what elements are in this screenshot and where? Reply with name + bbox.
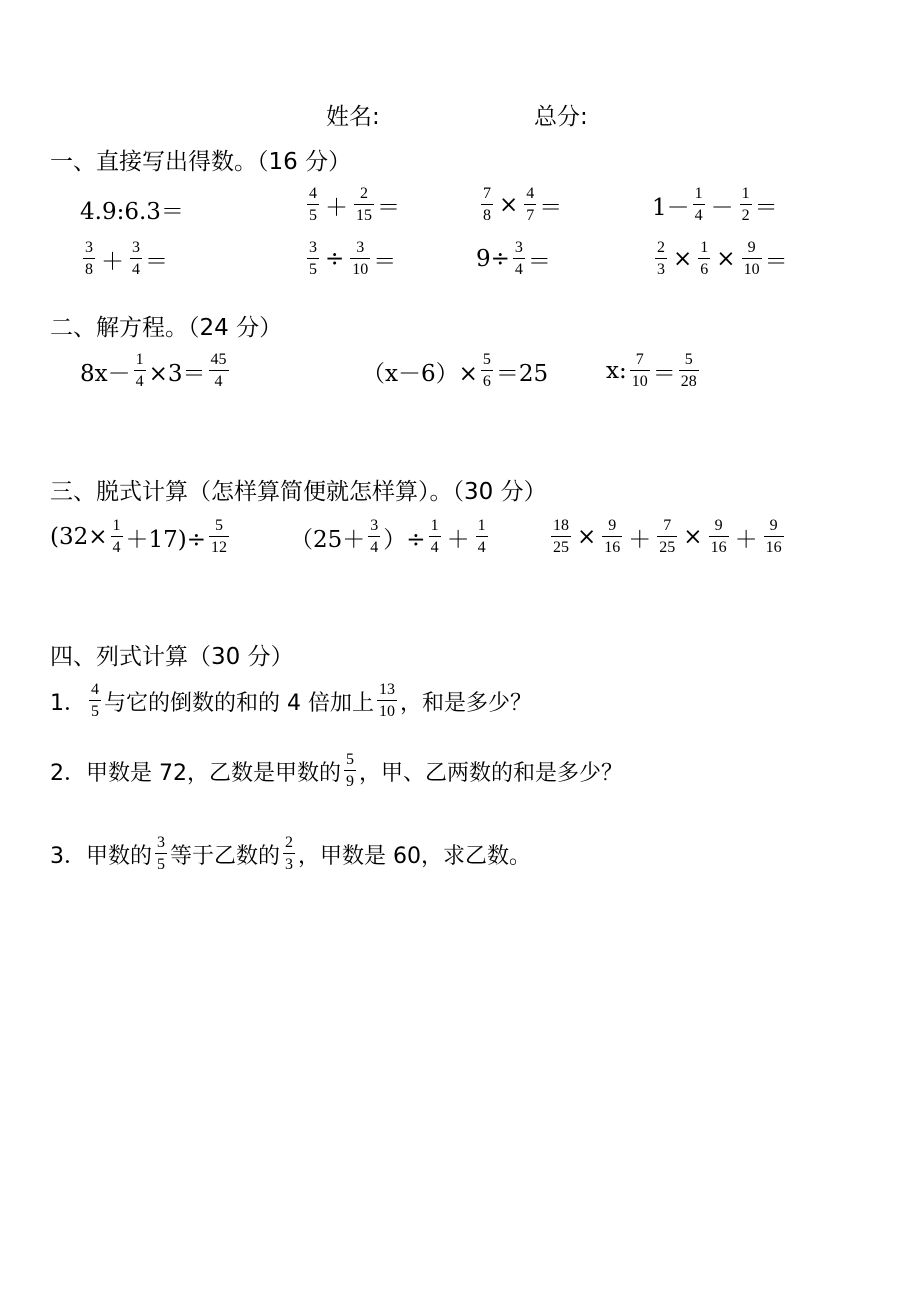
numerator: 3: [157, 834, 166, 851]
denominator: 8: [85, 261, 93, 278]
numerator: 4: [91, 681, 99, 698]
fraction: [476, 518, 488, 556]
question-text: ，甲数是 60，求乙数。: [298, 843, 532, 869]
equals: ＝: [373, 248, 397, 275]
denominator: 25: [659, 539, 676, 556]
denominator: 4: [477, 539, 486, 556]
numerator: 1: [430, 517, 439, 534]
expr-suffix: ＝25: [495, 360, 549, 387]
fraction: [524, 186, 536, 224]
equals: ＝: [754, 194, 778, 221]
denominator: 28: [680, 373, 697, 390]
section-1-title: 一、直接写出得数。（16 分）: [50, 149, 352, 175]
fraction: [481, 352, 493, 390]
fraction: [89, 682, 101, 720]
fraction: [551, 518, 571, 556]
numerator: 1: [694, 185, 703, 202]
numerator: 3: [85, 239, 93, 256]
operator: ＋: [628, 526, 652, 553]
operator: ＋: [446, 526, 470, 553]
expr-prefix: （x－6）×: [362, 360, 478, 387]
denominator: 10: [743, 261, 760, 278]
numerator: 3: [132, 239, 140, 256]
operator: ×: [716, 246, 736, 272]
fraction: [130, 240, 142, 278]
denominator: 9: [346, 773, 354, 790]
section-2-title: 二、解方程。（24 分）: [50, 315, 283, 341]
equals: ＝: [377, 194, 400, 221]
score-label: 总分:: [534, 104, 588, 130]
denominator: 8: [483, 207, 491, 224]
numerator: 1: [700, 239, 709, 256]
problem-1-5: [80, 240, 168, 278]
calc-3-1: [50, 518, 232, 556]
equals: ＝: [527, 248, 551, 275]
fraction: [709, 518, 729, 556]
fraction: [429, 518, 441, 556]
denominator: 4: [112, 539, 121, 556]
numerator: 2: [657, 239, 665, 256]
denominator: 10: [352, 261, 369, 278]
denominator: 4: [214, 373, 223, 390]
numerator: 3: [370, 517, 379, 534]
denominator: 2: [741, 207, 750, 224]
denominator: 10: [378, 703, 395, 720]
numerator: 9: [608, 517, 617, 534]
operator: ×: [683, 524, 703, 550]
numerator: 7: [635, 351, 644, 368]
numerator: 2: [360, 185, 368, 202]
operator: ＋: [734, 526, 758, 553]
fraction: [740, 186, 752, 224]
numerator: 7: [483, 185, 491, 202]
fraction: [209, 518, 229, 556]
equals: ＝: [764, 248, 788, 275]
section-4-title: 四、列式计算（30 分）: [50, 644, 294, 670]
question-number: 1．: [50, 690, 86, 716]
question-text: 甲数是 72，乙数是甲数的: [86, 760, 341, 786]
denominator: 16: [765, 539, 782, 556]
fraction: [655, 240, 667, 278]
denominator: 12: [211, 539, 228, 556]
word-problem-1: [50, 682, 532, 720]
problem-1-2: [304, 186, 400, 224]
operator: ÷: [325, 246, 345, 272]
numerator: 18: [553, 517, 569, 534]
fraction: [481, 186, 493, 224]
word-problem-2: [50, 752, 623, 790]
numerator: 1: [741, 185, 750, 202]
operator: ×: [673, 246, 693, 272]
denominator: 3: [657, 261, 665, 278]
denominator: 5: [309, 207, 317, 224]
fraction: [602, 518, 622, 556]
fraction: [111, 518, 123, 556]
denominator: 5: [309, 261, 317, 278]
question-text: ，甲、乙两数的和是多少？: [359, 760, 624, 786]
fraction: [307, 186, 319, 224]
problem-1-3: [478, 186, 562, 224]
fraction: [657, 518, 677, 556]
fraction: [155, 835, 167, 873]
name-label: 姓名:: [326, 104, 380, 130]
denominator: 7: [526, 207, 535, 224]
numerator: 5: [346, 751, 354, 768]
problem-1-7: [476, 240, 551, 278]
denominator: 10: [631, 373, 648, 390]
equation-2-1: [80, 352, 232, 390]
fraction: [693, 186, 705, 224]
denominator: 4: [430, 539, 439, 556]
fraction: [742, 240, 762, 278]
operator: ×: [577, 524, 597, 550]
expr-text: 4.9:6.3＝: [80, 199, 184, 225]
fraction: [283, 835, 295, 873]
expr-prefix: (32×: [50, 524, 108, 550]
numerator: 13: [378, 681, 395, 698]
calc-3-3: [548, 518, 787, 556]
fraction: [344, 752, 356, 790]
operator: ×: [499, 192, 519, 218]
expr-middle: ×3＝: [148, 360, 206, 387]
numerator: 7: [663, 517, 672, 534]
equation-2-3: [606, 352, 702, 390]
expr-middle: ）÷: [383, 526, 426, 553]
operator: ＋: [101, 248, 124, 275]
fraction: [209, 352, 229, 390]
numerator: 3: [309, 239, 317, 256]
expr-prefix: （25＋: [290, 526, 366, 553]
question-number: 2．: [50, 760, 86, 786]
operator: －: [710, 194, 734, 221]
numerator: 45: [210, 351, 227, 368]
numerator: 1: [135, 351, 144, 368]
denominator: 4: [135, 373, 144, 390]
expr-middle: ＝: [652, 360, 676, 387]
numerator: 1: [477, 517, 486, 534]
expr-middle: ＋17)÷: [125, 526, 207, 553]
expr-prefix: 8x－: [80, 360, 131, 387]
numerator: 4: [309, 185, 317, 202]
question-text: 等于乙数的: [170, 843, 281, 869]
fraction: [350, 240, 370, 278]
section-3-title: 三、脱式计算（怎样算简便就怎样算）。（30 分）: [50, 479, 547, 505]
numerator: 1: [112, 517, 121, 534]
problem-1-1: [80, 193, 184, 226]
equation-2-2: [362, 352, 548, 390]
denominator: 4: [514, 261, 523, 278]
denominator: 6: [700, 261, 709, 278]
numerator: 9: [714, 517, 723, 534]
question-text: 甲数的: [86, 843, 153, 869]
numerator: 4: [526, 185, 535, 202]
problem-1-4: [652, 186, 778, 224]
denominator: 3: [285, 856, 294, 873]
denominator: 6: [482, 373, 491, 390]
fraction: [307, 240, 319, 278]
fraction: [630, 352, 650, 390]
denominator: 4: [694, 207, 703, 224]
denominator: 25: [553, 539, 569, 556]
numerator: 2: [285, 834, 294, 851]
denominator: 4: [132, 261, 140, 278]
fraction: [698, 240, 710, 278]
problem-1-6: [304, 240, 396, 278]
denominator: 16: [710, 539, 727, 556]
numerator: 3: [514, 239, 523, 256]
question-text: 与它的倒数的和的 4 倍加上: [104, 690, 374, 716]
fraction: [679, 352, 699, 390]
expr-prefix: 1－: [652, 194, 690, 221]
fraction: [354, 186, 374, 224]
expr-prefix: x:: [606, 358, 627, 384]
word-problem-3: [50, 835, 531, 873]
numerator: 5: [684, 351, 693, 368]
denominator: 4: [370, 539, 379, 556]
numerator: 9: [769, 517, 778, 534]
equals: ＝: [539, 194, 563, 221]
question-text: ，和是多少？: [399, 690, 532, 716]
equals: ＝: [145, 248, 168, 275]
question-number: 3．: [50, 843, 86, 869]
fraction: [513, 240, 525, 278]
numerator: 9: [747, 239, 756, 256]
expr-prefix: 9÷: [476, 246, 510, 272]
denominator: 5: [91, 703, 99, 720]
fraction: [368, 518, 380, 556]
numerator: 5: [482, 351, 491, 368]
problem-1-8: [652, 240, 788, 278]
fraction: [764, 518, 784, 556]
fraction: [83, 240, 95, 278]
numerator: 3: [356, 239, 365, 256]
denominator: 16: [604, 539, 621, 556]
numerator: 5: [215, 517, 224, 534]
calc-3-2: [290, 518, 491, 556]
fraction: [377, 682, 397, 720]
fraction: [134, 352, 146, 390]
denominator: 5: [157, 856, 166, 873]
denominator: 15: [356, 207, 372, 224]
operator: ＋: [325, 194, 348, 221]
